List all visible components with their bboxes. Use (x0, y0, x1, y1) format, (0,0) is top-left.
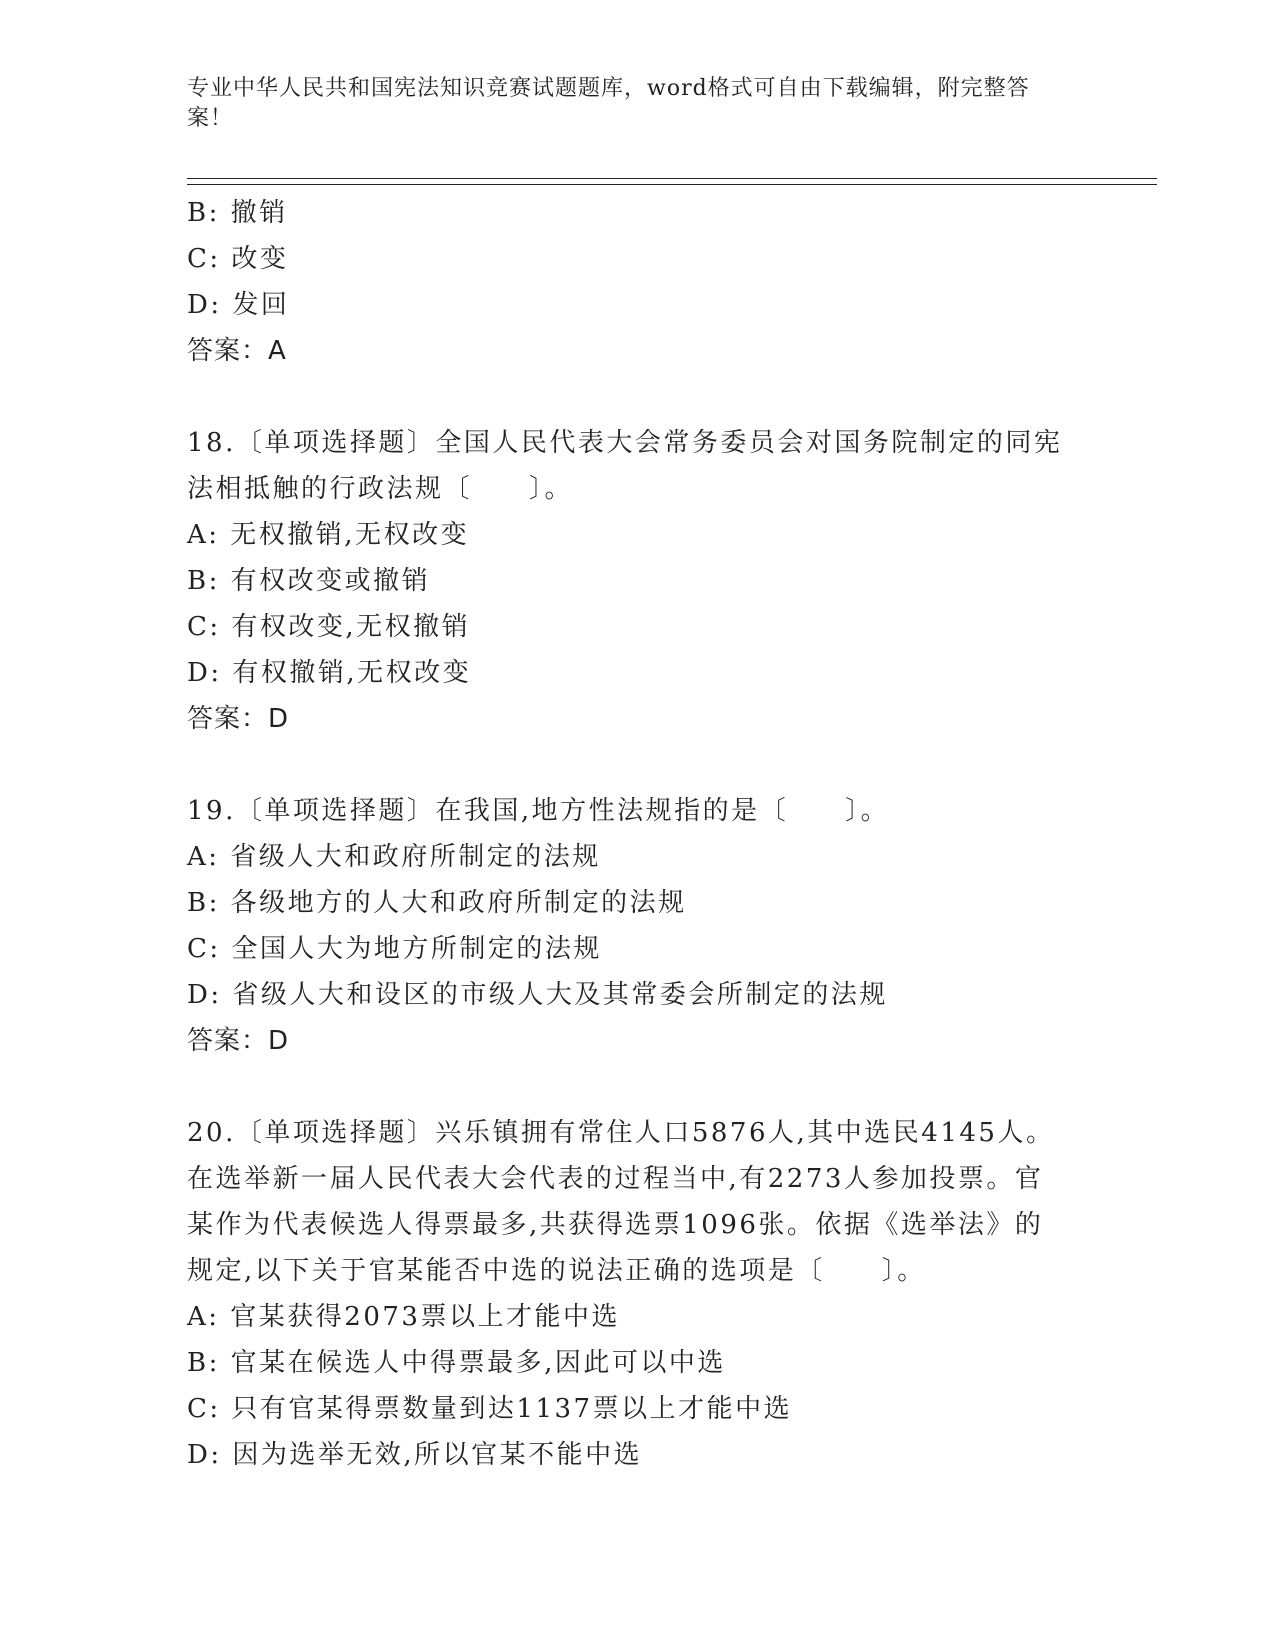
option-c: C: 改变 (187, 244, 289, 274)
question-stem-line: 18.〔单项选择题〕全国人民代表大会常务委员会对国务院制定的同宪 (187, 428, 1063, 458)
option-c: C: 只有官某得票数量到达1137票以上才能中选 (187, 1394, 793, 1424)
document-body (187, 190, 1157, 1478)
option-a: A: 省级人大和政府所制定的法规 (187, 842, 601, 872)
page-header: 专业中华人民共和国宪法知识竞赛试题题库，word格式可自由下载编辑，附完整答案！ (187, 76, 1030, 131)
question-19 (187, 788, 1157, 1064)
question-stem-line: 规定,以下关于官某能否中选的说法正确的选项是〔 〕。 (187, 1256, 926, 1286)
question-18 (187, 420, 1157, 742)
answer-line: 答案：A (187, 336, 287, 366)
question-stem-line: 某作为代表候选人得票最多,共获得选票1096张。依据《选举法》的 (187, 1210, 1044, 1240)
option-d: D: 因为选举无效,所以官某不能中选 (187, 1440, 643, 1470)
question-stem-line: 19.〔单项选择题〕在我国,地方性法规指的是〔 〕。 (187, 796, 890, 826)
header-double-rule (187, 178, 1157, 185)
option-a: A: 官某获得2073票以上才能中选 (187, 1302, 620, 1332)
option-d: D: 发回 (187, 290, 290, 320)
answer-line: 答案：D (187, 704, 290, 734)
carryover-question (187, 190, 1157, 374)
option-d: D: 省级人大和设区的市级人大及其常委会所制定的法规 (187, 980, 888, 1010)
question-20 (187, 1110, 1157, 1478)
option-c: C: 全国人大为地方所制定的法规 (187, 934, 602, 964)
option-c: C: 有权改变,无权撤销 (187, 612, 471, 642)
option-b: B: 官某在候选人中得票最多,因此可以中选 (187, 1348, 726, 1378)
question-stem-line: 20.〔单项选择题〕兴乐镇拥有常住人口5876人,其中选民4145人。 (187, 1118, 1055, 1148)
option-b: B: 撤销 (187, 198, 288, 228)
question-stem-line: 法相抵触的行政法规〔 〕。 (187, 474, 574, 504)
option-d: D: 有权撤销,无权改变 (187, 658, 472, 688)
option-b: B: 各级地方的人大和政府所制定的法规 (187, 888, 687, 918)
option-a: A: 无权撤销,无权改变 (187, 520, 470, 550)
answer-line: 答案：D (187, 1026, 290, 1056)
option-b: B: 有权改变或撤销 (187, 566, 431, 596)
question-stem-line: 在选举新一届人民代表大会代表的过程当中,有2273人参加投票。官 (187, 1164, 1044, 1194)
